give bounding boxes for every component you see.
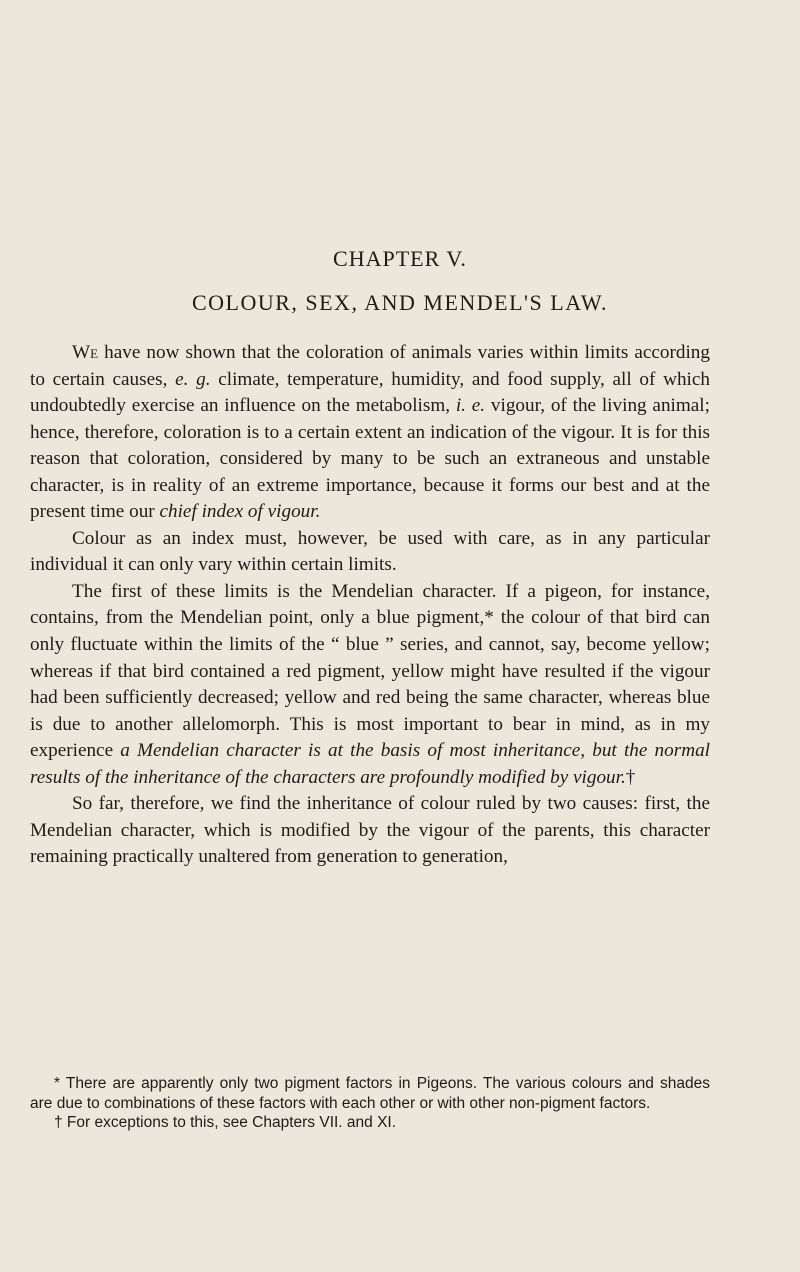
footnote-dagger-marker: † — [625, 766, 636, 788]
body-text — [30, 340, 710, 871]
paragraph-1-emphasis: chief index of vigour. — [159, 501, 321, 523]
paragraph-1-first-word: We — [72, 342, 99, 363]
footnote-2: † For exceptions to this, see Chapters VII. and XI. — [54, 1114, 397, 1131]
chapter-title: COLOUR, SEX, AND MENDEL'S LAW. — [191, 290, 609, 315]
footnote-1: * There are apparently only two pigment factors in Pigeons. The various colours and shades are due to combinations of these factors with each other or with other non-pigment factors. — [30, 1075, 710, 1112]
paragraph-1: We have now shown that the coloration of animals varies within limits according to certain causes, e. g. climate, temperature, humidity, and food supply, all of which undoubtedly exercise an influence on the metabolism, i. e. vigour, of the living animal; hence, therefore, coloration is to a certain extent an indication of the vigour. It is for this reason that coloration, considered by many to be such an extraneous and unstable character, is in reality of an extreme importance, because it forms our best and at the present time our chief index of vigour. — [30, 342, 710, 523]
chapter-number: CHAPTER V. — [333, 246, 467, 271]
paragraph-3-emphasis: a Mendelian character is at the basis of most inheritance, but the normal results of the inheritance of the characters are profoundly modified by vigour. — [30, 740, 710, 788]
paragraph-4: So far, therefore, we find the inheritance of colour ruled by two causes: first, the Mendelian character, which is modified by the vigour of the parents, this character remaining practically unaltered from generation to generation, — [30, 793, 710, 868]
paragraph-3: The first of these limits is the Mendelian character. If a pigeon, for instance, contains, from the Mendelian point, only a blue pigment,* the colour of that bird can only fluctuate within the limits of the “ blue ” series, and cannot, say, become yellow; whereas if that bird contained a red pigment, yellow might have resulted if the vigour had been sufficiently decreased; yellow and red being the same character, whereas blue is due to another allelomorph. This is most important to bear in mind, as in my experience a Mendelian character is at the basis of most inheritance, but the normal results of the inheritance of the characters are profoundly modified by vigour.† — [30, 580, 710, 788]
footnotes — [30, 1074, 710, 1133]
paragraph-2: Colour as an index must, however, be used with care, as in any particular individual it can only vary within certain limits. — [30, 527, 710, 576]
